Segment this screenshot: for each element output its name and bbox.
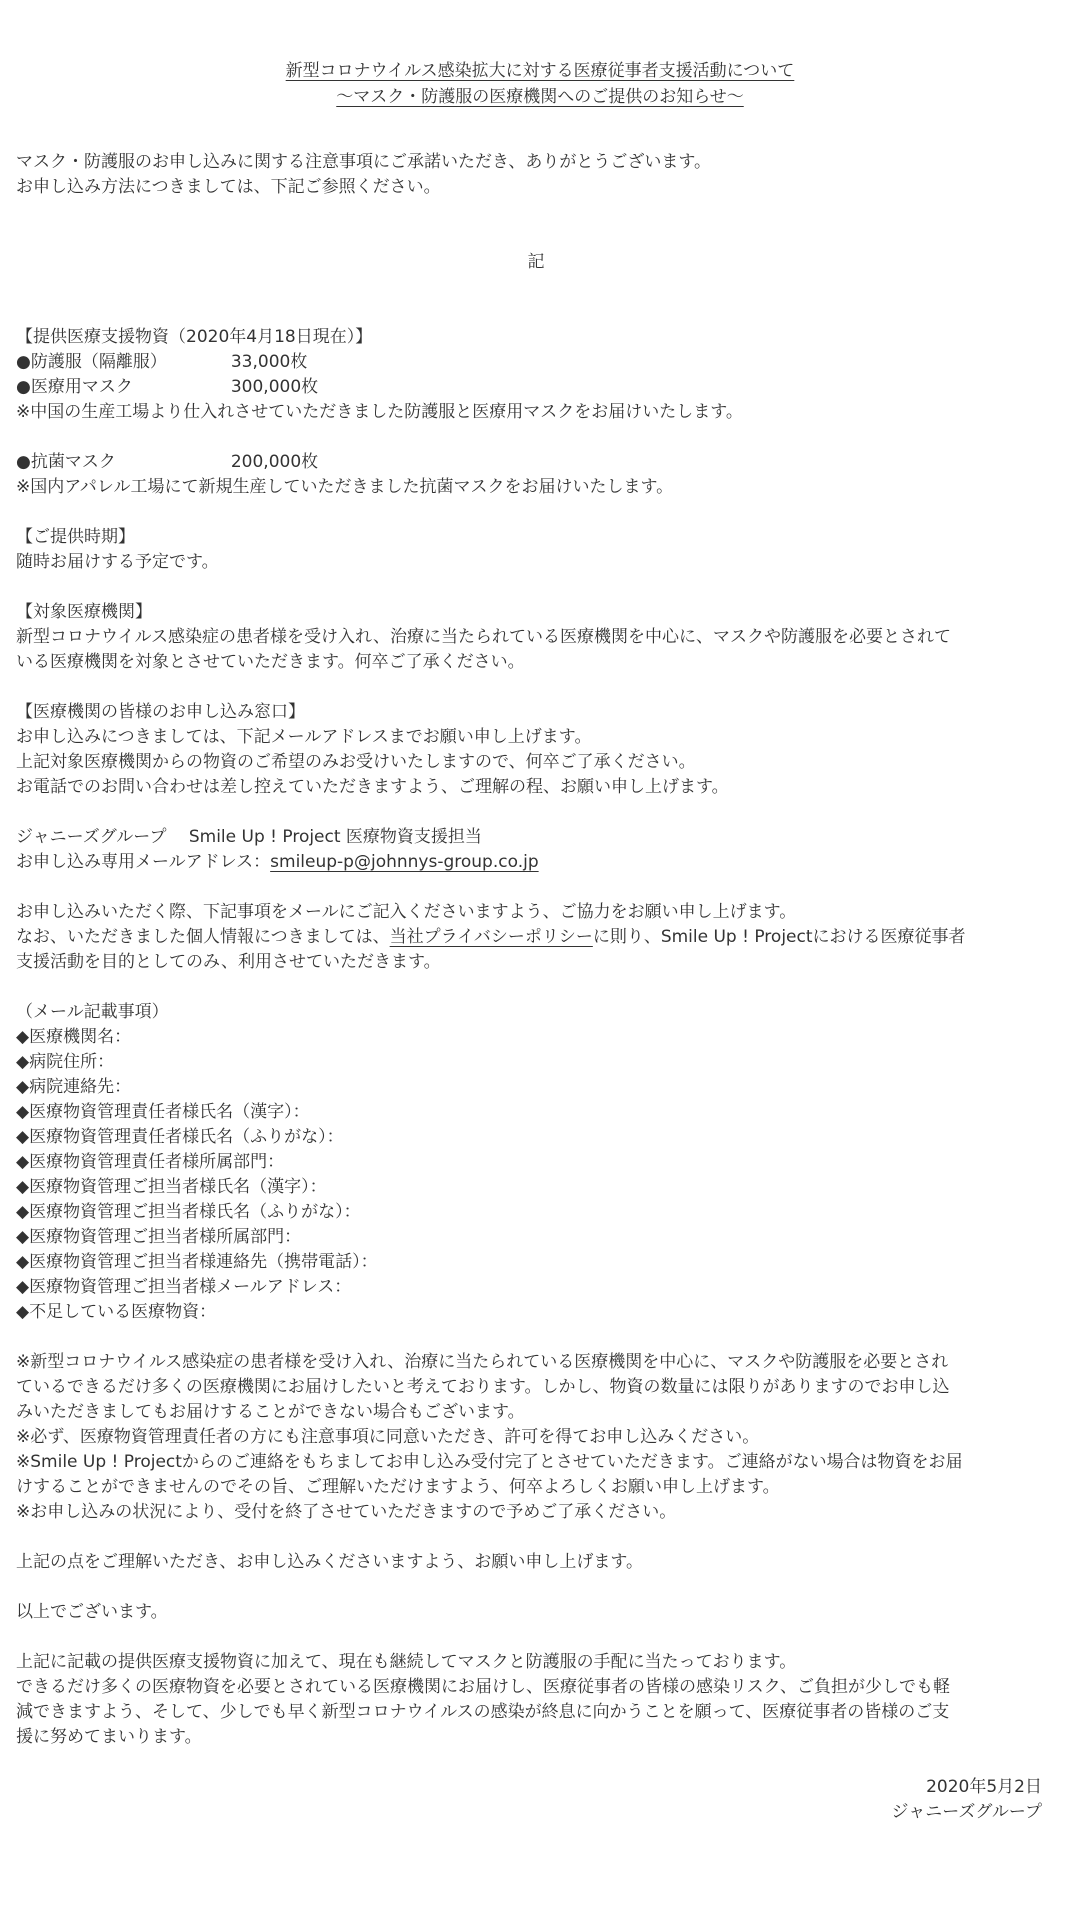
title-line-2: ～マスク・防護服の医療機関へのご提供のお知らせ～	[336, 87, 744, 107]
document-title	[0, 58, 1080, 110]
document-date: 2020年5月2日	[926, 1777, 1042, 1797]
mail-item: ◆医療物資管理責任者様氏名（ふりがな）：	[16, 1127, 344, 1147]
supply-note: ※中国の生産工場より仕入れさせていただきました防護服と医療用マスクをお届けいたします。	[16, 402, 743, 422]
supply-note: ※国内アパレル工場にて新規生産していただきました抗菌マスクをお届けいたします。	[16, 477, 674, 497]
email-link[interactable]: smileup-p@johnnys-group.co.jp	[270, 852, 539, 872]
privacy-text-pre: なお、いただきました個人情報につきましては、	[16, 927, 390, 947]
supply-item	[16, 450, 1056, 475]
mail-item: ◆医療機関名：	[16, 1027, 132, 1047]
privacy-text: 支援活動を目的としてのみ、利用させていただきます。	[16, 952, 441, 972]
supply-item-name: 防護服（隔離服）	[30, 352, 167, 372]
mail-item: ◆医療物資管理責任者様所属部門：	[16, 1152, 285, 1172]
mail-items-heading: （メール記載事項）	[16, 1002, 169, 1022]
timing-heading: 【ご提供時期】	[16, 527, 135, 547]
contact-org: ジャニーズグループ Smile Up ! Project 医療物資支援担当	[16, 827, 482, 847]
closing-para: 援に努めてまいります。	[16, 1727, 202, 1747]
title-line-1: 新型コロナウイルス感染拡大に対する医療従事者支援活動について	[285, 61, 795, 81]
target-text: 新型コロナウイルス感染症の患者様を受け入れ、治療に当たられている医療機関を中心に、マスクや防護服を必要とされて	[16, 627, 951, 647]
privacy-text	[16, 925, 1056, 950]
window-text: お申し込みにつきましては、下記メールアドレスまでお願い申し上げます。	[16, 727, 592, 747]
mail-item: ◆医療物資管理ご担当者様連絡先（携帯電話）：	[16, 1252, 378, 1272]
privacy-text: お申し込みいただく際、下記事項をメールにご記入くださいますよう、ご協力をお願い申し上げます。	[16, 902, 797, 922]
closing-para: 上記に記載の提供医療支援物資に加えて、現在も継続してマスクと防護服の手配に当たっております。	[16, 1652, 797, 1672]
supply-item-qty: 300,000枚	[230, 377, 319, 397]
mail-item: ◆病院連絡先：	[16, 1077, 132, 1097]
target-heading: 【対象医療機関】	[16, 602, 152, 622]
note-line: ※Smile Up ! Projectからのご連絡をもちましてお申し込み受付完了とさせていただきます。ご連絡がない場合は物資をお届	[16, 1452, 963, 1472]
ki-mark: 記	[527, 252, 545, 272]
target-text: いる医療機関を対象とさせていただきます。何卒ご了承ください。	[16, 652, 525, 672]
mail-item: ◆病院住所：	[16, 1052, 115, 1072]
mail-item: ◆医療物資管理ご担当者様氏名（漢字）：	[16, 1177, 327, 1197]
window-heading: 【医療機関の皆様のお申し込み窓口】	[16, 702, 305, 722]
note-line: ※お申し込みの状況により、受付を終了させていただきますので予めご了承ください。	[16, 1502, 677, 1522]
mail-item: ◆不足している医療物資：	[16, 1302, 217, 1322]
supply-item-qty: 200,000枚	[230, 452, 319, 472]
supply-item-name: 抗菌マスク	[30, 452, 116, 472]
intro-line: マスク・防護服のお申し込みに関する注意事項にご承諾いただき、ありがとうございます。	[16, 152, 711, 172]
supply-item-name: 医療用マスク	[30, 377, 133, 397]
closing-para: 減できますよう、そして、少しでも早く新型コロナウイルスの感染が終息に向かうことを願って、医療従事者の皆様のご支	[16, 1702, 950, 1722]
note-line: ※必ず、医療物資管理責任者の方にも注意事項に同意いただき、許可を得てお申し込みください。	[16, 1427, 760, 1447]
supply-item	[16, 350, 1056, 375]
mail-item: ◆医療物資管理ご担当者様所属部門：	[16, 1227, 302, 1247]
bullet-icon: ●	[16, 452, 31, 472]
document-body	[16, 150, 1056, 1825]
note-line: けすることができませんのでその旨、ご理解いただけますよう、何卒よろしくお願い申し上げます。	[16, 1477, 780, 1497]
mail-item: ◆医療物資管理ご担当者様メールアドレス：	[16, 1277, 352, 1297]
intro-line: お申し込み方法につきましては、下記ご参照ください。	[16, 177, 441, 197]
signature: ジャニーズグループ	[891, 1802, 1042, 1822]
note-line: ※新型コロナウイルス感染症の患者様を受け入れ、治療に当たられている医療機関を中心に、マスクや防護服を必要とされ	[16, 1352, 949, 1372]
closing-request: 上記の点をご理解いただき、お申し込みくださいますよう、お願い申し上げます。	[16, 1552, 643, 1572]
mail-item: ◆医療物資管理ご担当者様氏名（ふりがな）：	[16, 1202, 361, 1222]
supply-item	[16, 375, 1056, 400]
closing-para: できるだけ多くの医療物資を必要とされている医療機関にお届けし、医療従事者の皆様の感染リスク、ご負担が少しでも軽	[16, 1677, 950, 1697]
supply-item-qty: 33,000枚	[230, 352, 308, 372]
note-line: みいただきましてもお届けすることができない場合もございます。	[16, 1402, 525, 1422]
mail-item: ◆医療物資管理責任者様氏名（漢字）：	[16, 1102, 310, 1122]
note-line: ているできるだけ多くの医療機関にお届けしたいと考えております。しかし、物資の数量には限りがありますのでお申し込	[16, 1377, 950, 1397]
bullet-icon: ●	[16, 377, 31, 397]
privacy-policy-link[interactable]: 当社プライバシーポリシー	[389, 927, 593, 947]
bullet-icon: ●	[16, 352, 31, 372]
contact-email-row	[16, 850, 1056, 875]
email-label: お申し込み専用メールアドレス：	[16, 852, 271, 872]
privacy-text-post: に則り、Smile Up ! Projectにおける医療従事者	[592, 927, 966, 947]
window-text: お電話でのお問い合わせは差し控えていただきますよう、ご理解の程、お願い申し上げます。	[16, 777, 729, 797]
window-text: 上記対象医療機関からの物資のご希望のみお受けいたしますので、何卒ご了承ください。	[16, 752, 696, 772]
supplies-heading: 【提供医療支援物資（2020年4月18日現在）】	[16, 327, 373, 347]
closing-end: 以上でございます。	[16, 1602, 168, 1622]
timing-text: 随時お届けする予定です。	[16, 552, 219, 572]
